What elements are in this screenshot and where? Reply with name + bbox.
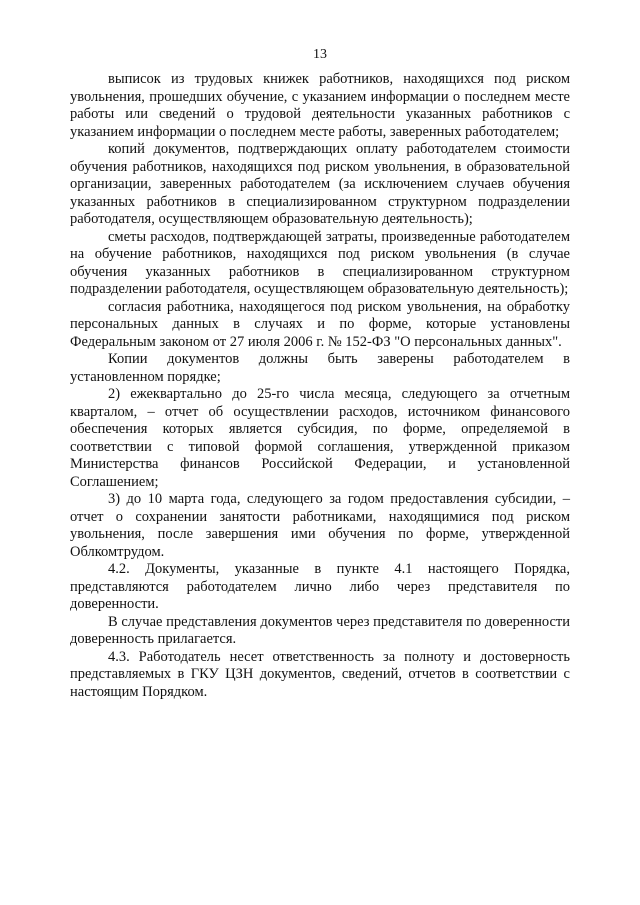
paragraph-copies-certification: Копии документов должны быть заверены работодателем в установленном порядке;	[70, 351, 570, 385]
paragraph-personal-data-consent: согласия работника, находящегося под риском увольнения, на обработку персональных данных в случаях и по форме, которые установлены Федеральным законом от 27 июля 2006 г. № 152-ФЗ "О персональных данных".	[70, 298, 570, 350]
paragraph-section-4-2: 4.2. Документы, указанные в пункте 4.1 настоящего Порядка, представляются работодателем лично либо через представителя по доверенности.	[70, 561, 570, 612]
paragraph-quarterly-report: 2) ежеквартально до 25-го числа месяца, следующего за отчетным кварталом, – отчет об осуществлении расходов, источником финансового обеспечения которых является субсидия, по форме, определяемой в соответствии с типовой формой соглашения, утвержденной приказом Министерства финансов Российской Федерации, и установленной Соглашением;	[70, 386, 570, 490]
paragraph-section-4-3: 4.3. Работодатель несет ответственность за полноту и достоверность представляемых в ГКУ ЦЗН документов, сведений, отчетов в соответствии с настоящим Порядком.	[70, 648, 570, 700]
paragraph-employment-report: 3) до 10 марта года, следующего за годом предоставления субсидии, – отчет о сохранении занятости работниками, находящимися под риском увольнения, после завершения ими обучения по форме, утвержденной Облкомтрудом.	[70, 491, 570, 560]
paragraph-expense-estimate: сметы расходов, подтверждающей затраты, произведенные работодателем на обучение работников, находящихся под риском увольнения (в случае обучения указанных работников в специализированном структурном подразделении работодателя, осуществляющем образовательную деятельность);	[70, 228, 570, 297]
page-number: 13	[313, 47, 327, 62]
paragraph-power-of-attorney: В случае представления документов через представителя по доверенности доверенность прилагается.	[70, 613, 570, 647]
paragraph-training-payment-copies: копий документов, подтверждающих оплату работодателем стоимости обучения работников, находящихся под риском увольнения, в образовательной организации, заверенных работодателем (за исключением случаев обучения указанных работников в специализированном структурном подразделении работодателя, осуществляющем образовательную деятельность);	[70, 141, 570, 227]
paragraph-work-record-extracts: выписок из трудовых книжек работников, находящихся под риском увольнения, прошедших обучение, с указанием информации о последнем месте работы или сведений о трудовой деятельности указанных работников с указанием информации о последнем месте работы, заверенных работодателем;	[70, 71, 570, 140]
document-body	[70, 71, 570, 701]
